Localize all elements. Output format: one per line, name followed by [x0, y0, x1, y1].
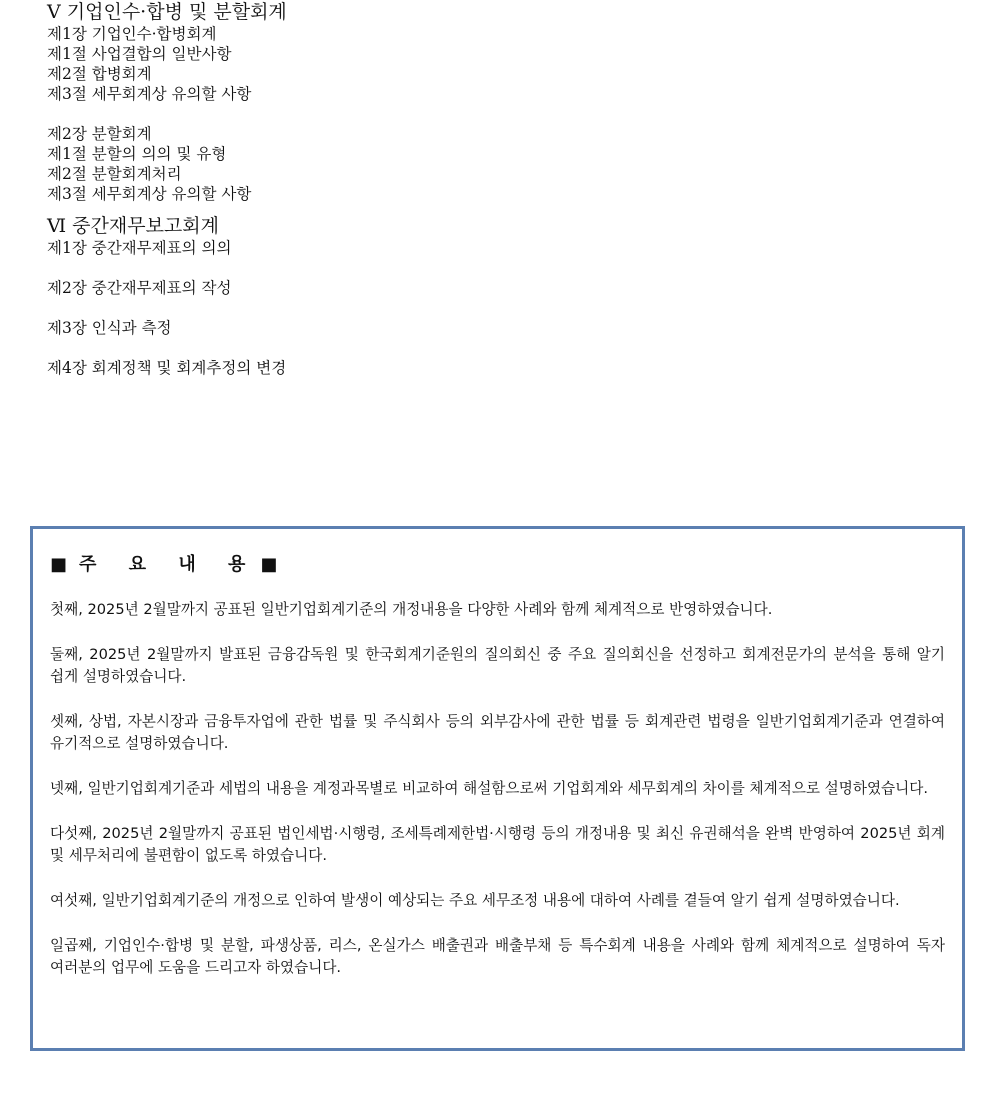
key-point-paragraph: 첫째, 2025년 2월말까지 공표된 일반기업회계기준의 개정내용을 다양한 사례와 함께 체계적으로 반영하였습니다.	[50, 601, 773, 618]
key-contents-box	[30, 526, 965, 1051]
section-title: 제2절 합병회계	[47, 65, 152, 83]
part-title: Ⅴ 기업인수·합병 및 분할회계	[47, 1, 287, 23]
key-contents-heading	[50, 550, 279, 576]
chapter-title: 제2장 분할회계	[47, 125, 152, 143]
key-point-paragraph: 여섯째, 일반기업회계기준의 개정으로 인하여 발생이 예상되는 주요 세무조정 내용에 대하여 사례를 곁들여 알기 쉽게 설명하였습니다.	[50, 892, 900, 909]
square-bullet-icon: ■	[50, 554, 70, 575]
chapter-title: 제1장 기업인수·합병회계	[47, 25, 217, 43]
part-title: Ⅵ 중간재무보고회계	[47, 215, 219, 237]
section-title: 제3절 세무회계상 유의할 사항	[47, 185, 252, 203]
heading-text: 주 요 내 용	[79, 554, 259, 575]
section-title: 제1절 분할의 의의 및 유형	[47, 145, 227, 163]
section-title: 제3절 세무회계상 유의할 사항	[47, 85, 252, 103]
key-contents-list	[50, 599, 945, 1002]
key-point-paragraph: 일곱째, 기업인수·합병 및 분할, 파생상품, 리스, 온실가스 배출권과 배출부채 등 특수회계 내용을 사례와 함께 체계적으로 설명하여 독자 여러분의 업무에 도움을 드리고자 하였습니다.	[50, 937, 945, 976]
section-title: 제1절 사업결합의 일반사항	[47, 45, 232, 63]
key-point-paragraph: 넷째, 일반기업회계기준과 세법의 내용을 계정과목별로 비교하여 해설함으로써 기업회계와 세무회계의 차이를 체계적으로 설명하였습니다.	[50, 780, 928, 797]
key-point-paragraph: 둘째, 2025년 2월말까지 발표된 금융감독원 및 한국회계기준원의 질의회신 중 주요 질의회신을 선정하고 회계전문가의 분석을 통해 알기 쉽게 설명하였습니다.	[50, 646, 945, 685]
section-title: 제2절 분할회계처리	[47, 165, 182, 183]
chapter-title: 제3장 인식과 측정	[47, 319, 172, 337]
chapter-title: 제1장 중간재무제표의 의의	[47, 239, 232, 257]
key-point-paragraph: 셋째, 상법, 자본시장과 금융투자업에 관한 법률 및 주식회사 등의 외부감사에 관한 법률 등 회계관련 법령을 일반기업회계기준과 연결하여 유기적으로 설명하였습니다.	[50, 713, 945, 752]
table-of-contents	[47, 0, 647, 378]
chapter-title: 제2장 중간재무제표의 작성	[47, 279, 232, 297]
key-point-paragraph: 다섯째, 2025년 2월말까지 공표된 법인세법·시행령, 조세특례제한법·시행령 등의 개정내용 및 최신 유권해석을 완벽 반영하여 2025년 회계 및 세무처리에 불편함이 없도록 하였습니다.	[50, 825, 945, 864]
square-bullet-icon: ■	[260, 554, 280, 575]
chapter-title: 제4장 회계정책 및 회계추정의 변경	[47, 359, 287, 377]
